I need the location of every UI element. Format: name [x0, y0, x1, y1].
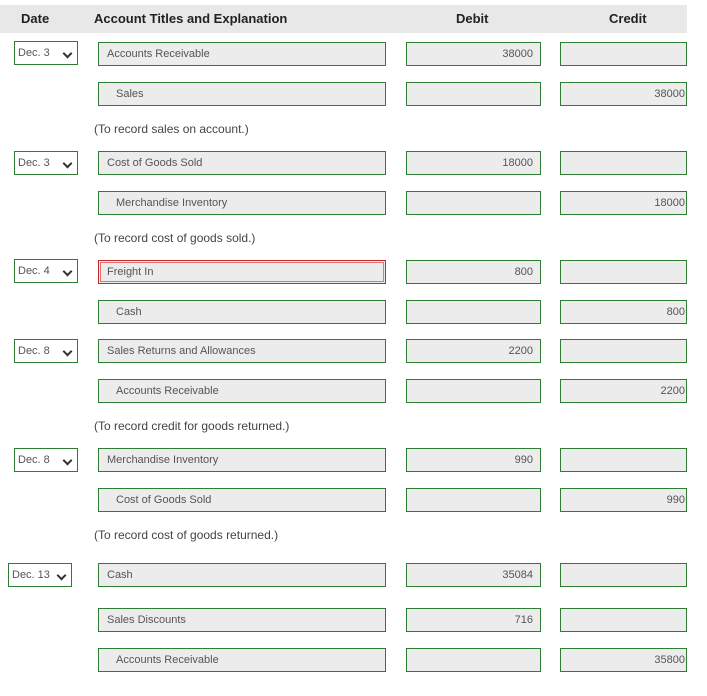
debit-field[interactable]	[406, 82, 541, 106]
credit-field[interactable]	[560, 448, 687, 472]
credit-field[interactable]: 18000	[560, 191, 687, 215]
debit-field[interactable]: 38000	[406, 42, 541, 66]
account-field[interactable]: Accounts Receivable	[98, 648, 386, 672]
account-field[interactable]: Accounts Receivable	[98, 379, 386, 403]
chevron-down-icon	[63, 159, 73, 169]
entry-explanation: (To record sales on account.)	[94, 122, 249, 136]
date-select[interactable]	[14, 41, 78, 65]
credit-field[interactable]	[560, 151, 687, 175]
date-value: Dec. 3	[18, 47, 50, 59]
debit-field[interactable]: 716	[406, 608, 541, 632]
credit-field[interactable]: 38000	[560, 82, 687, 106]
debit-field[interactable]	[406, 379, 541, 403]
credit-field[interactable]	[560, 339, 687, 363]
chevron-down-icon	[63, 267, 73, 277]
account-field[interactable]: Cash	[98, 300, 386, 324]
account-field[interactable]: Cost of Goods Sold	[98, 488, 386, 512]
account-field[interactable]: Cost of Goods Sold	[98, 151, 386, 175]
debit-field[interactable]	[406, 191, 541, 215]
date-value: Dec. 3	[18, 157, 50, 169]
date-select[interactable]	[8, 563, 72, 587]
debit-field[interactable]	[406, 488, 541, 512]
credit-field[interactable]	[560, 260, 687, 284]
entry-explanation: (To record cost of goods sold.)	[94, 231, 256, 245]
entry-explanation: (To record cost of goods returned.)	[94, 528, 279, 542]
account-field[interactable]: Sales Discounts	[98, 608, 386, 632]
header-account: Account Titles and Explanation	[94, 11, 288, 26]
date-select[interactable]	[14, 339, 78, 363]
credit-field[interactable]: 35800	[560, 648, 687, 672]
credit-field[interactable]	[560, 42, 687, 66]
credit-field[interactable]: 2200	[560, 379, 687, 403]
credit-field[interactable]: 990	[560, 488, 687, 512]
debit-field[interactable]	[406, 648, 541, 672]
account-field[interactable]: Cash	[98, 563, 386, 587]
account-field[interactable]: Accounts Receivable	[98, 42, 386, 66]
header-date: Date	[21, 11, 50, 26]
date-value: Dec. 8	[18, 345, 50, 357]
debit-field[interactable]: 18000	[406, 151, 541, 175]
credit-field[interactable]	[560, 608, 687, 632]
chevron-down-icon	[57, 571, 67, 581]
date-value: Dec. 13	[12, 569, 50, 581]
account-field-error[interactable]: Freight In	[98, 260, 386, 284]
account-field[interactable]: Merchandise Inventory	[98, 191, 386, 215]
chevron-down-icon	[63, 456, 73, 466]
credit-field[interactable]	[560, 563, 687, 587]
date-value: Dec. 4	[18, 265, 50, 277]
chevron-down-icon	[63, 49, 73, 59]
account-field[interactable]: Sales	[98, 82, 386, 106]
date-select[interactable]	[14, 151, 78, 175]
credit-field[interactable]: 800	[560, 300, 687, 324]
entry-explanation: (To record credit for goods returned.)	[94, 419, 290, 433]
date-select[interactable]	[14, 259, 78, 283]
header-credit: Credit	[609, 11, 647, 26]
date-select[interactable]	[14, 448, 78, 472]
debit-field[interactable]: 35084	[406, 563, 541, 587]
debit-field[interactable]	[406, 300, 541, 324]
account-field[interactable]: Merchandise Inventory	[98, 448, 386, 472]
account-field[interactable]: Sales Returns and Allowances	[98, 339, 386, 363]
debit-field[interactable]: 800	[406, 260, 541, 284]
header-debit: Debit	[456, 11, 489, 26]
debit-field[interactable]: 2200	[406, 339, 541, 363]
debit-field[interactable]: 990	[406, 448, 541, 472]
journal-header	[0, 5, 687, 33]
chevron-down-icon	[63, 347, 73, 357]
date-value: Dec. 8	[18, 454, 50, 466]
